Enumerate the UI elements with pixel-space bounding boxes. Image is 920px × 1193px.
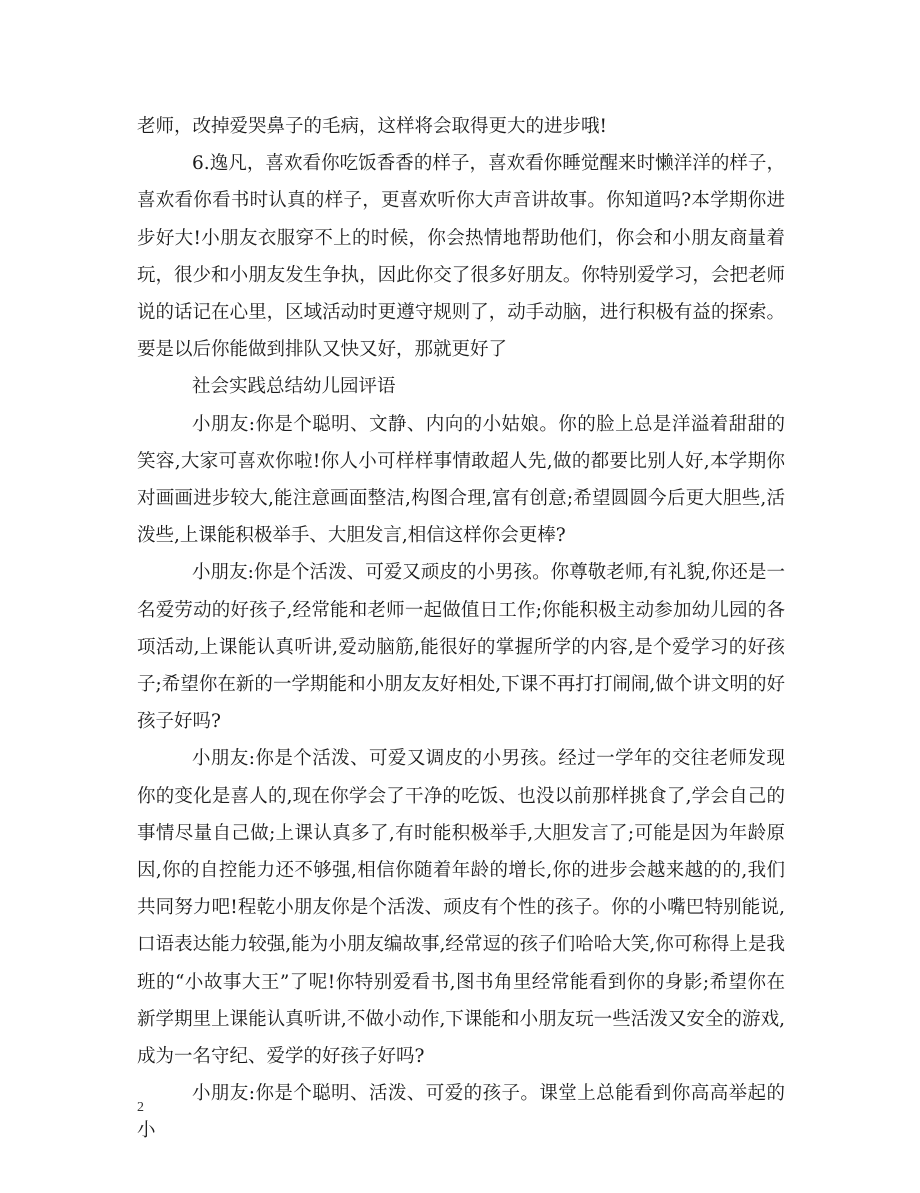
paragraph-7: 小朋友:你是个聪明、活泼、可爱的孩子。课堂上总能看到你高高举起的小: [137, 1083, 785, 1142]
paragraph-6: 小朋友:你是个活泼、可爱又调皮的小男孩。经过一学年的交往老师发现你的变化是喜人的,现在你学会了干净的吃饭、也没以前那样挑食了,学会自己的事情尽量自己做;上课认真多了,有时能积极举手,大胆发言了;可能是因为年龄原因,你的自控能力还不够强,相信你随着年龄的增长,你的进步会越来越的的,我们共同努力吧!程乾小朋友你是个活泼、顽皮有个性的孩子。你的小嘴巴特别能说,口语表达能力较强,能为小朋友编故事,经常逗的孩子们哈哈大笑,你可称得上是我班的“小故事大王”了呢!你特别爱看书,图书角里经常能看到你的身影;希望你在新学期里上课能认真听讲,不做小动作,下课能和小朋友玩一些活泼又安全的游戏,成为一名守纪、爱学的好孩子好吗?: [137, 748, 785, 1068]
paragraph-2: 6.逸凡，喜欢看你吃饭香香的样子，喜欢看你睡觉醒来时懒洋洋的样子，喜欢看你看书时认真的样子，更喜欢听你大声音讲故事。你知道吗?本学期你进步好大!小朋友衣服穿不上的时候，你会热情地帮助他们，你会和小朋友商量着玩，很少和小朋友发生争执，因此你交了很多好朋友。你特别爱学习，会把老师说的话记在心里，区域活动时更遵守规则了，动手动脑，进行积极有益的探索。要是以后你能做到排队又快又好，那就更好了: [137, 153, 785, 361]
section-heading: 社会实践总结幼儿园评语: [192, 376, 396, 398]
paragraph-5: 小朋友:你是个活泼、可爱又顽皮的小男孩。你尊敬老师,有礼貌,你还是一名爱劳动的好孩子,经常能和老师一起做值日工作;你能积极主动参加幼儿园的各项活动,上课能认真听讲,爱动脑筋,能很好的掌握所学的内容,是个爱学习的好孩子;希望你在新的一学期能和小朋友友好相处,下课不再打打闹闹,做个讲文明的好孩子好吗?: [137, 562, 785, 733]
paragraph-1: 老师，改掉爱哭鼻子的毛病，这样将会取得更大的进步哦!: [137, 116, 607, 137]
document-body: [137, 108, 785, 1150]
paragraph-4: 小朋友:你是个聪明、文静、内向的小姑娘。你的脸上总是洋溢着甜甜的笑容,大家可喜欢你啦!你人小可样样事情敢超人先,做的都要比别人好,本学期你对画画进步较大,能注意画面整洁,构图合理,富有创意;希望圆圆今后更大胆些,活泼些,上课能积极举手、大胆发言,相信这样你会更棒?: [137, 413, 785, 547]
page-number: 2: [137, 1100, 144, 1115]
